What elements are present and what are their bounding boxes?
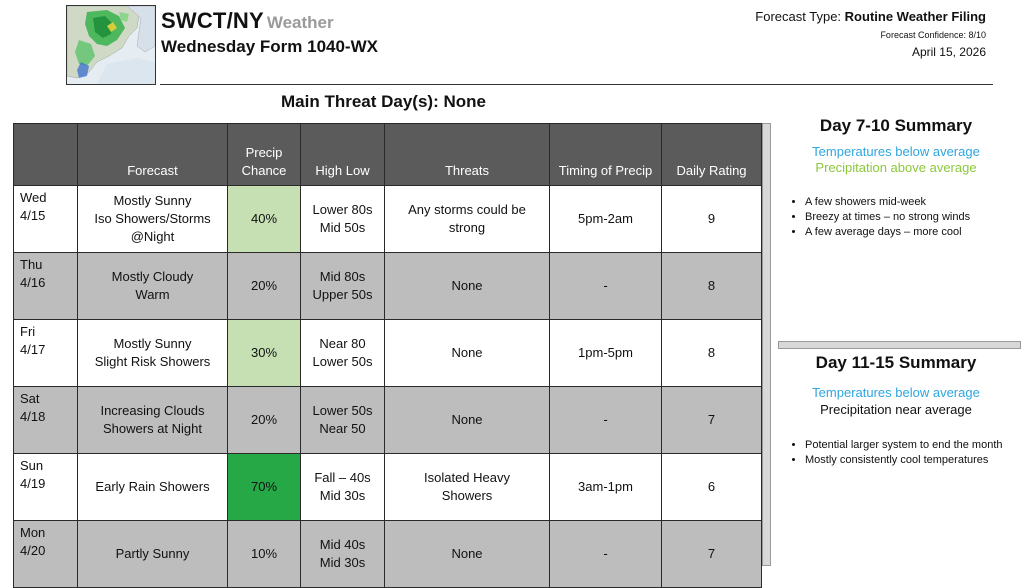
row-temps bbox=[301, 521, 385, 588]
row-timing: - bbox=[550, 521, 662, 588]
vertical-scrollbar[interactable] bbox=[762, 123, 771, 566]
threat-line: Isolated Heavy bbox=[424, 470, 510, 485]
horizontal-scrollbar[interactable] bbox=[778, 341, 1021, 349]
row-precip: 20% bbox=[228, 253, 301, 320]
day-date: 4/20 bbox=[20, 543, 46, 558]
threat-line: Any storms could be bbox=[408, 202, 526, 217]
forecast-type-value: Routine Weather Filing bbox=[844, 9, 986, 24]
temp-high: Near 80 bbox=[319, 336, 366, 351]
table-row bbox=[14, 387, 762, 454]
row-day bbox=[14, 186, 78, 253]
summary-11-15-bullets bbox=[778, 438, 1023, 468]
forecast-line: Partly Sunny bbox=[115, 546, 190, 561]
summary-7-10-precip: Precipitation above average bbox=[815, 160, 977, 175]
summary-7-10-temp: Temperatures below average bbox=[812, 144, 980, 159]
row-threats bbox=[385, 521, 550, 588]
row-temps bbox=[301, 253, 385, 320]
day-name: Fri bbox=[20, 324, 36, 339]
list-item: • Potential larger system to end the month bbox=[805, 438, 1023, 453]
threat-line: None bbox=[451, 412, 483, 427]
temp-high: Lower 50s bbox=[312, 403, 373, 418]
table-header-row bbox=[14, 124, 762, 186]
header-divider bbox=[160, 84, 993, 85]
row-forecast bbox=[78, 320, 228, 387]
forecast-line: Warm bbox=[135, 287, 170, 302]
row-timing: 1pm-5pm bbox=[550, 320, 662, 387]
day-date: 4/17 bbox=[20, 342, 46, 357]
col-header-precip: Precip Chance bbox=[228, 124, 301, 186]
forecast-table bbox=[13, 123, 762, 588]
summary-11-15-temp: Temperatures below average bbox=[812, 385, 980, 400]
row-precip: 40% bbox=[228, 186, 301, 253]
list-item: • Mostly consistently cool temperatures bbox=[805, 453, 1023, 468]
temp-low: Near 50 bbox=[319, 421, 366, 436]
radar-map-image bbox=[67, 6, 155, 84]
row-threats bbox=[385, 186, 550, 253]
threat-line: strong bbox=[448, 220, 486, 235]
table-row bbox=[14, 253, 762, 320]
threat-line: None bbox=[451, 278, 483, 293]
forecast-line: Mostly Cloudy bbox=[111, 269, 194, 284]
list-item: • Breezy at times – no strong winds bbox=[805, 210, 1023, 225]
brand-subtitle: Weather bbox=[266, 13, 334, 32]
table-row bbox=[14, 186, 762, 253]
table-row bbox=[14, 454, 762, 521]
day-name: Sat bbox=[20, 391, 40, 406]
row-rating: 8 bbox=[662, 320, 762, 387]
summary-11-15-title: Day 11-15 Summary bbox=[815, 353, 977, 372]
col-header-high-low: High Low bbox=[301, 124, 385, 186]
temp-low: Lower 50s bbox=[312, 354, 373, 369]
forecast-line: Mostly Sunny bbox=[113, 193, 192, 208]
brand-name: SWCT/NY bbox=[161, 8, 264, 33]
day-date: 4/16 bbox=[20, 275, 46, 290]
row-threats bbox=[385, 387, 550, 454]
threat-line: Showers bbox=[441, 488, 493, 503]
row-precip: 20% bbox=[228, 387, 301, 454]
row-temps bbox=[301, 387, 385, 454]
day-date: 4/18 bbox=[20, 409, 46, 424]
forecast-line: Slight Risk Showers bbox=[94, 354, 211, 369]
row-temps bbox=[301, 320, 385, 387]
day-name: Mon bbox=[20, 525, 46, 540]
row-rating: 7 bbox=[662, 387, 762, 454]
temp-high: Fall – 40s bbox=[314, 470, 371, 485]
row-temps bbox=[301, 186, 385, 253]
row-timing: 3am-1pm bbox=[550, 454, 662, 521]
row-threats bbox=[385, 454, 550, 521]
temp-low: Mid 30s bbox=[319, 488, 366, 503]
col-header-threats: Threats bbox=[385, 124, 550, 186]
list-item: • A few average days – more cool bbox=[805, 225, 1023, 240]
row-precip: 10% bbox=[228, 521, 301, 588]
list-item: • A few showers mid-week bbox=[805, 195, 1023, 210]
row-forecast bbox=[78, 186, 228, 253]
row-day bbox=[14, 454, 78, 521]
radar-map-logo bbox=[66, 5, 156, 85]
row-day bbox=[14, 387, 78, 454]
forecast-line: Increasing Clouds bbox=[100, 403, 205, 418]
row-threats bbox=[385, 320, 550, 387]
forecast-line: Showers at Night bbox=[103, 421, 202, 436]
col-header-forecast: Forecast bbox=[78, 124, 228, 186]
col-header-rating: Daily Rating bbox=[662, 124, 762, 186]
row-day bbox=[14, 521, 78, 588]
row-forecast bbox=[78, 387, 228, 454]
row-temps bbox=[301, 454, 385, 521]
row-timing: - bbox=[550, 387, 662, 454]
temp-high: Mid 80s bbox=[319, 269, 366, 284]
row-rating: 8 bbox=[662, 253, 762, 320]
forecast-line: Iso Showers/Storms bbox=[94, 211, 211, 226]
row-rating: 6 bbox=[662, 454, 762, 521]
row-forecast bbox=[78, 454, 228, 521]
main-threat-heading: Main Threat Day(s): None bbox=[281, 92, 486, 111]
forecast-type bbox=[755, 9, 986, 24]
row-forecast bbox=[78, 253, 228, 320]
day-name: Wed bbox=[20, 190, 47, 205]
forecast-line: Early Rain Showers bbox=[95, 479, 210, 494]
row-day bbox=[14, 253, 78, 320]
threat-line: None bbox=[451, 345, 483, 360]
day-name: Sun bbox=[20, 458, 44, 473]
temp-low: Upper 50s bbox=[312, 287, 373, 302]
forecast-line: @Night bbox=[130, 229, 175, 244]
row-timing: 5pm-2am bbox=[550, 186, 662, 253]
forecast-date: April 15, 2026 bbox=[911, 45, 986, 59]
row-threats bbox=[385, 253, 550, 320]
summary-7-10-bullets bbox=[778, 195, 1023, 240]
form-title: Wednesday Form 1040-WX bbox=[161, 37, 378, 56]
forecast-confidence: Forecast Confidence: 8/10 bbox=[880, 30, 986, 40]
temp-high: Mid 40s bbox=[319, 537, 366, 552]
temp-low: Mid 50s bbox=[319, 220, 366, 235]
row-precip: 30% bbox=[228, 320, 301, 387]
row-timing: - bbox=[550, 253, 662, 320]
row-precip: 70% bbox=[228, 454, 301, 521]
summary-11-15-precip: Precipitation near average bbox=[820, 402, 972, 417]
day-name: Thu bbox=[20, 257, 43, 272]
table-row bbox=[14, 320, 762, 387]
brand-logo-text bbox=[161, 8, 334, 34]
day-date: 4/15 bbox=[20, 208, 46, 223]
row-rating: 9 bbox=[662, 186, 762, 253]
summary-7-10-title: Day 7-10 Summary bbox=[819, 116, 973, 135]
row-day bbox=[14, 320, 78, 387]
threat-line: None bbox=[451, 546, 483, 561]
day-date: 4/19 bbox=[20, 476, 46, 491]
col-header-day bbox=[14, 124, 78, 186]
forecast-type-label: Forecast Type: bbox=[755, 9, 842, 24]
temp-high: Lower 80s bbox=[312, 202, 373, 217]
row-rating: 7 bbox=[662, 521, 762, 588]
table-row bbox=[14, 521, 762, 588]
temp-low: Mid 30s bbox=[319, 555, 366, 570]
row-forecast bbox=[78, 521, 228, 588]
col-header-timing: Timing of Precip bbox=[550, 124, 662, 186]
forecast-line: Mostly Sunny bbox=[113, 336, 192, 351]
